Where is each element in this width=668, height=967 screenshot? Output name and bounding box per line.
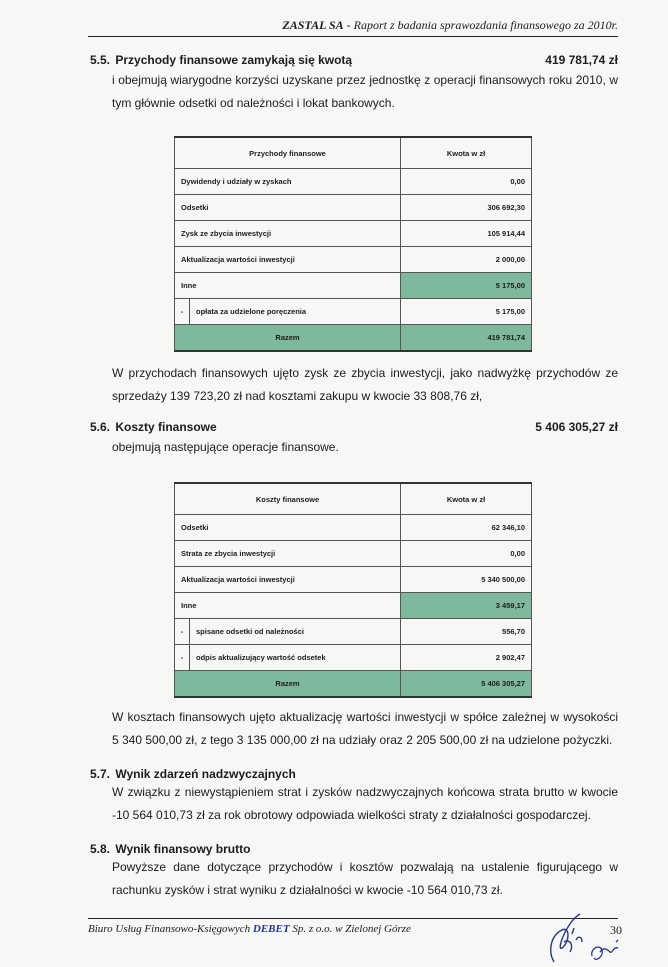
section-5-6-intro: obejmują następujące operacje finansowe. xyxy=(112,440,339,454)
row-label: Inne xyxy=(175,273,401,299)
section-5-7-heading xyxy=(90,767,618,781)
footer-company: DEBET xyxy=(252,923,290,935)
total-value: 419 781,74 xyxy=(401,325,532,352)
total-label: Razem xyxy=(175,671,401,698)
section-5-5-note: W przychodach finansowych ujęto zysk ze zbycia inwestycji, jako nadwyżkę przychodów ze sprzedaży 139 723,20 zł nad kosztami zakupu w kwocie 33 808,76 zł, xyxy=(112,366,618,403)
sub-value: 556,70 xyxy=(401,619,532,645)
row-value: 0,00 xyxy=(401,541,532,567)
sub-label: odpis aktualizujący wartość odsetek xyxy=(190,645,401,671)
column-header-amount: Kwota w zł xyxy=(401,483,532,515)
section-5-8-heading xyxy=(90,842,618,856)
section-5-6-note: W kosztach finansowych ujęto aktualizację wartości inwestycji w spółce zależnej w wysokości 5 340 500,00 zł, z tego 3 135 000,00 zł na udziały oraz 2 205 500,00 zł na udzielone pożyczki. xyxy=(112,710,618,747)
table-total-row xyxy=(175,671,532,698)
running-header xyxy=(88,18,618,37)
column-header-category: Koszty finansowe xyxy=(175,483,401,515)
sub-dash: - xyxy=(175,619,190,645)
row-value: 3 459,17 xyxy=(401,593,532,619)
section-title: Koszty finansowe xyxy=(115,420,217,434)
section-amount: 5 406 305,27 zł xyxy=(535,420,618,434)
row-label: Aktualizacja wartości inwestycji xyxy=(175,247,401,273)
sub-dash: - xyxy=(175,645,190,671)
section-title: Wynik zdarzeń nadzwyczajnych xyxy=(115,767,296,781)
footer-office: Biuro Usług Finansowo-Księgowych xyxy=(88,923,253,935)
row-value: 0,00 xyxy=(401,169,532,195)
financial-costs-table xyxy=(174,482,532,698)
row-label: Dywidendy i udziały w zyskach xyxy=(175,169,401,195)
row-value: 5 175,00 xyxy=(401,273,532,299)
row-label: Strata ze zbycia inwestycji xyxy=(175,541,401,567)
table-row xyxy=(175,221,532,247)
table-row xyxy=(175,273,532,299)
table-subrow xyxy=(175,619,532,645)
column-header-category: Przychody finansowe xyxy=(175,137,401,169)
section-5-5-heading xyxy=(90,53,618,67)
table-subrow xyxy=(175,299,532,325)
section-number: 5.5. xyxy=(90,53,111,67)
table-header-row xyxy=(175,137,532,169)
table-row xyxy=(175,169,532,195)
table-row xyxy=(175,195,532,221)
section-number: 5.8. xyxy=(90,842,111,856)
sub-dash: - xyxy=(175,299,190,325)
page-number: 30 xyxy=(610,923,622,937)
header-title: - Raport z badania sprawozdania finansowego za 2010r. xyxy=(343,18,618,32)
financial-income-table xyxy=(174,136,532,352)
footer-location: Sp. z o.o. w Zielonej Górze xyxy=(289,923,411,935)
sub-value: 2 902,47 xyxy=(401,645,532,671)
table-subrow xyxy=(175,645,532,671)
table-total-row xyxy=(175,325,532,352)
table-row xyxy=(175,247,532,273)
row-label: Zysk ze zbycia inwestycji xyxy=(175,221,401,247)
section-5-6-heading xyxy=(90,420,618,434)
section-5-8-text: Powyższe dane dotyczące przychodów i kosztów pozwalają na ustalenie figurującego w rachunku zysków i strat wyniku z działalności w kwocie -10 564 010,73 zł. xyxy=(112,860,618,897)
section-title: Przychody finansowe zamykają się kwotą xyxy=(115,53,353,67)
table-row xyxy=(175,567,532,593)
section-number: 5.7. xyxy=(90,767,111,781)
row-value: 62 346,10 xyxy=(401,515,532,541)
row-label: Odsetki xyxy=(175,195,401,221)
sub-label: opłata za udzielone poręczenia xyxy=(190,299,401,325)
row-value: 306 692,30 xyxy=(401,195,532,221)
row-label: Odsetki xyxy=(175,515,401,541)
table-row xyxy=(175,593,532,619)
sub-label: spisane odsetki od należności xyxy=(190,619,401,645)
row-value: 5 340 500,00 xyxy=(401,567,532,593)
page-footer xyxy=(88,918,622,937)
column-header-amount: Kwota w zł xyxy=(401,137,532,169)
table-row xyxy=(175,541,532,567)
row-label: Aktualizacja wartości inwestycji xyxy=(175,567,401,593)
table-row xyxy=(175,515,532,541)
row-value: 105 914,44 xyxy=(401,221,532,247)
header-company: ZASTAL SA xyxy=(282,18,344,32)
row-value: 2 000,00 xyxy=(401,247,532,273)
total-label: Razem xyxy=(175,325,401,352)
row-label: Inne xyxy=(175,593,401,619)
section-amount: 419 781,74 zł xyxy=(545,53,618,67)
section-5-5-intro: i obejmują wiarygodne korzyści uzyskane przez jednostkę z operacji finansowych roku 2010, w tym głównie odsetki od należności i lokat bankowych. xyxy=(112,73,618,110)
table-header-row xyxy=(175,483,532,515)
total-value: 5 406 305,27 xyxy=(401,671,532,698)
section-title: Wynik finansowy brutto xyxy=(115,842,251,856)
handwritten-signature-icon xyxy=(540,912,630,967)
section-number: 5.6. xyxy=(90,420,111,434)
sub-value: 5 175,00 xyxy=(401,299,532,325)
section-5-7-text: W związku z niewystąpieniem strat i zysków nadzwyczajnych końcowa strata brutto w kwocie -10 564 010,73 zł za rok obrotowy odpowiada wielkości straty z działalności gospodarczej. xyxy=(112,785,618,822)
